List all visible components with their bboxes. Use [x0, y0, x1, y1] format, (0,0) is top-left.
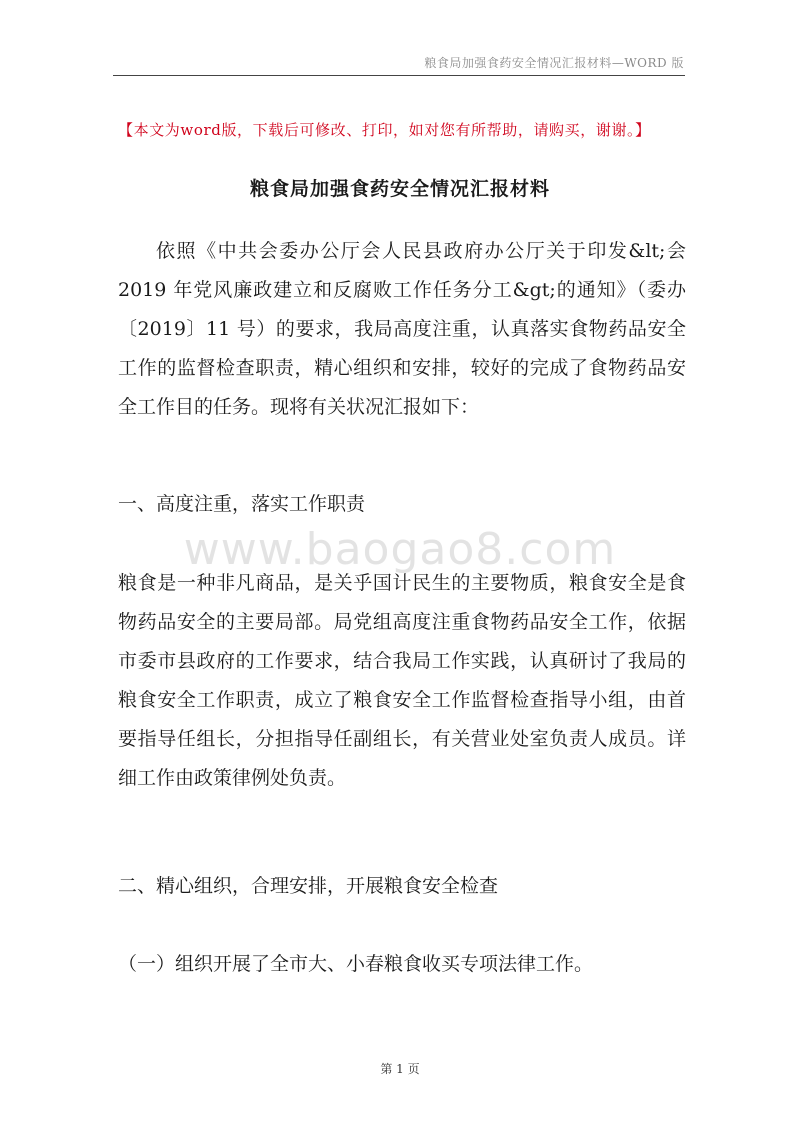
- watermark: www.baogao8.com: [183, 524, 617, 575]
- running-header: 粮食局加强食药安全情况汇报材料—WORD 版: [424, 56, 684, 70]
- section-2-subheading-1: （一）组织开展了全市大、小春粮食收买专项法律工作。: [118, 953, 594, 975]
- section-2-heading: 二、精心组织，合理安排，开展粮食安全检查: [118, 875, 499, 897]
- intro-paragraph: 依照《中共会委办公厅会人民县政府办公厅关于印发&lt;会 2019 年党风廉政建立和反腐败工作任务分工&gt;的通知》（委办〔2019〕11 号）的要求，我局高度注重，认真落实食物药品安全工作的监督检查职责，精心组织和安排，较好的完成了食物药品安全工作目的任务。现将有关状况汇报如下：: [118, 240, 686, 418]
- section-1-heading: 一、高度注重，落实工作职责: [118, 493, 366, 515]
- purchase-notice: 【本文为word版，下载后可修改、打印，如对您有所帮助，请购买，谢谢。】: [118, 121, 651, 139]
- document-title: 粮食局加强食药安全情况汇报材料: [249, 178, 550, 200]
- header-divider: [113, 75, 685, 76]
- page-number: 第 1 页: [380, 1062, 420, 1076]
- section-1-body: 粮食是一种非凡商品，是关乎国计民生的主要物质，粮食安全是食物药品安全的主要局部。局党组高度注重食物药品安全工作，依据市委市县政府的工作要求，结合我局工作实践，认真研讨了我局的粮食安全工作职责，成立了粮食安全工作监督检查指导小组，由首要指导任组长，分担指导任副组长，有关营业处室负责人成员。详细工作由政策律例处负责。: [118, 572, 686, 789]
